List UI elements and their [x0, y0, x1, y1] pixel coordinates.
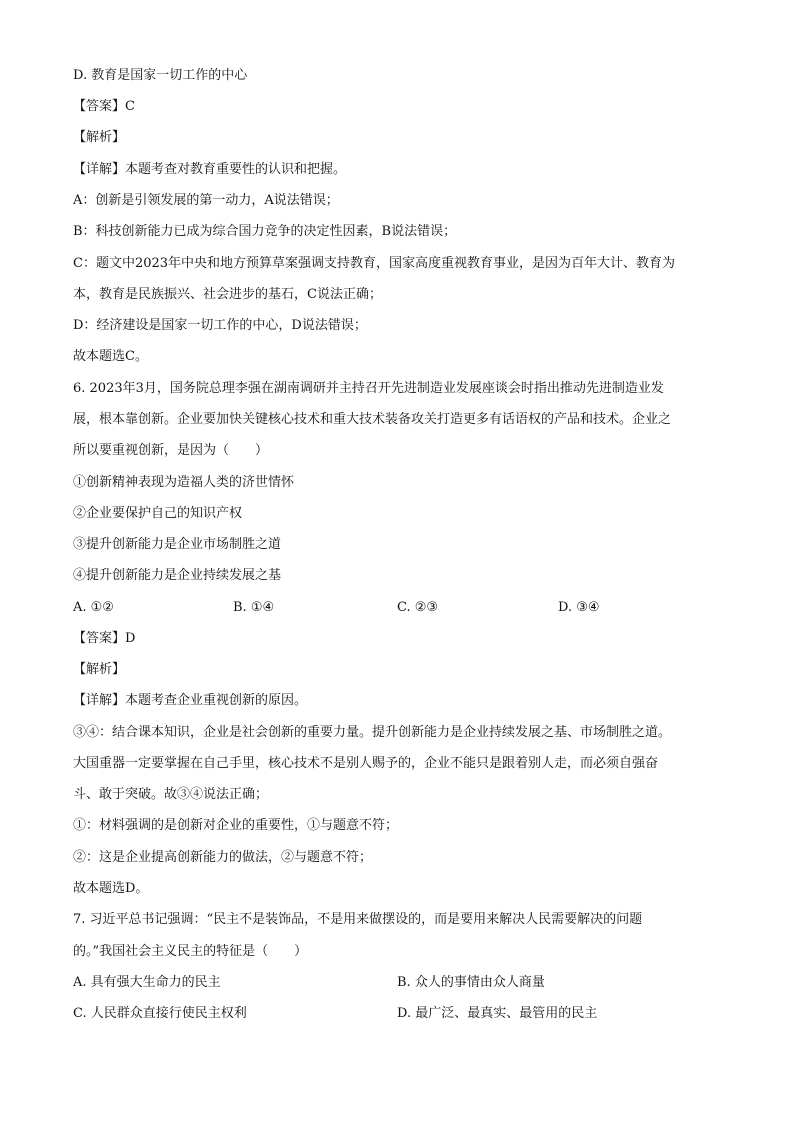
q6-explain-line4: ①：材料强调的是创新对企业的重要性，①与题意不符；	[73, 818, 399, 833]
q5-analysis-label: 【解析】	[73, 130, 126, 145]
q7-option-c: C. 人民群众直接行使民主权利	[73, 1006, 247, 1021]
q7-stem-line1: 7. 习近平总书记强调：“民主不是装饰品，不是用来做摆设的，而是要用来解决人民需要解决的问题	[73, 912, 643, 927]
q6-statement-3: ③提升创新能力是企业市场制胜之道	[73, 537, 282, 552]
q5-explain-a: A：创新是引领发展的第一动力，A说法错误；	[73, 193, 339, 208]
q6-statement-2: ②企业要保护自己的知识产权	[73, 506, 243, 521]
q6-analysis-label: 【解析】	[73, 662, 126, 677]
q7-option-d: D. 最广泛、最真实、最管用的民主	[397, 1006, 598, 1021]
q7-option-a: A. 具有强大生命力的民主	[73, 975, 221, 990]
q5-explain-b: B：科技创新能力已成为综合国力竞争的决定性因素，B说法错误；	[73, 224, 457, 239]
q6-explain-line1: ③④：结合课本知识，企业是社会创新的重要力量。提升创新能力是企业持续发展之基、市场制胜之道。	[73, 725, 672, 740]
q7-stem-line2: 的。”我国社会主义民主的特征是（ ）	[73, 944, 308, 959]
q6-option-d: D. ③④	[558, 600, 600, 615]
q6-conclusion: 故本题选D。	[73, 881, 149, 896]
q5-conclusion: 故本题选C。	[73, 349, 148, 364]
q5-option-d: D. 教育是国家一切工作的中心	[73, 68, 248, 83]
q7-option-b: B. 众人的事情由众人商量	[397, 975, 545, 990]
q5-explain-c-line2: 本，教育是民族振兴、社会进步的基石，C说法正确；	[73, 287, 382, 302]
q5-detail: 【详解】本题考查对教育重要性的认识和把握。	[73, 162, 347, 177]
q6-statement-4: ④提升创新能力是企业持续发展之基	[73, 568, 282, 583]
q6-explain-line5: ②：这是企业提高创新能力的做法，②与题意不符；	[73, 850, 373, 865]
q6-explain-line3: 斗、敢于突破。故③④说法正确；	[73, 787, 269, 802]
q5-answer: 【答案】C	[73, 99, 135, 114]
q6-stem-line2: 展，根本靠创新。企业要加快关键核心技术和重大技术装备攻关打造更多有话语权的产品和技术。企业之	[73, 412, 672, 427]
q6-stem-line1: 6. 2023年3月，国务院总理李强在湖南调研并主持召开先进制造业发展座谈会时指出推动先进制造业发	[73, 381, 664, 396]
q5-explain-d: D：经济建设是国家一切工作的中心，D说法错误；	[73, 318, 367, 333]
q6-answer: 【答案】D	[73, 631, 136, 646]
q6-stem-line3: 所以要重视创新，是因为（ ）	[73, 443, 269, 458]
q6-option-a: A. ①②	[73, 600, 114, 615]
q5-explain-c-line1: C：题文中2023年中央和地方预算草案强调支持教育，国家高度重视教育事业，是因为百年大计、教育为	[73, 256, 676, 271]
q6-detail: 【详解】本题考查企业重视创新的原因。	[73, 693, 308, 708]
q6-explain-line2: 大国重器一定要掌握在自己手里，核心技术不是别人赐予的，企业不能只是跟着别人走，而必须自强奋	[73, 756, 659, 771]
q6-option-c: C. ②③	[397, 600, 439, 615]
q6-option-b: B. ①④	[233, 600, 275, 615]
q6-statement-1: ①创新精神表现为造福人类的济世情怀	[73, 475, 295, 490]
